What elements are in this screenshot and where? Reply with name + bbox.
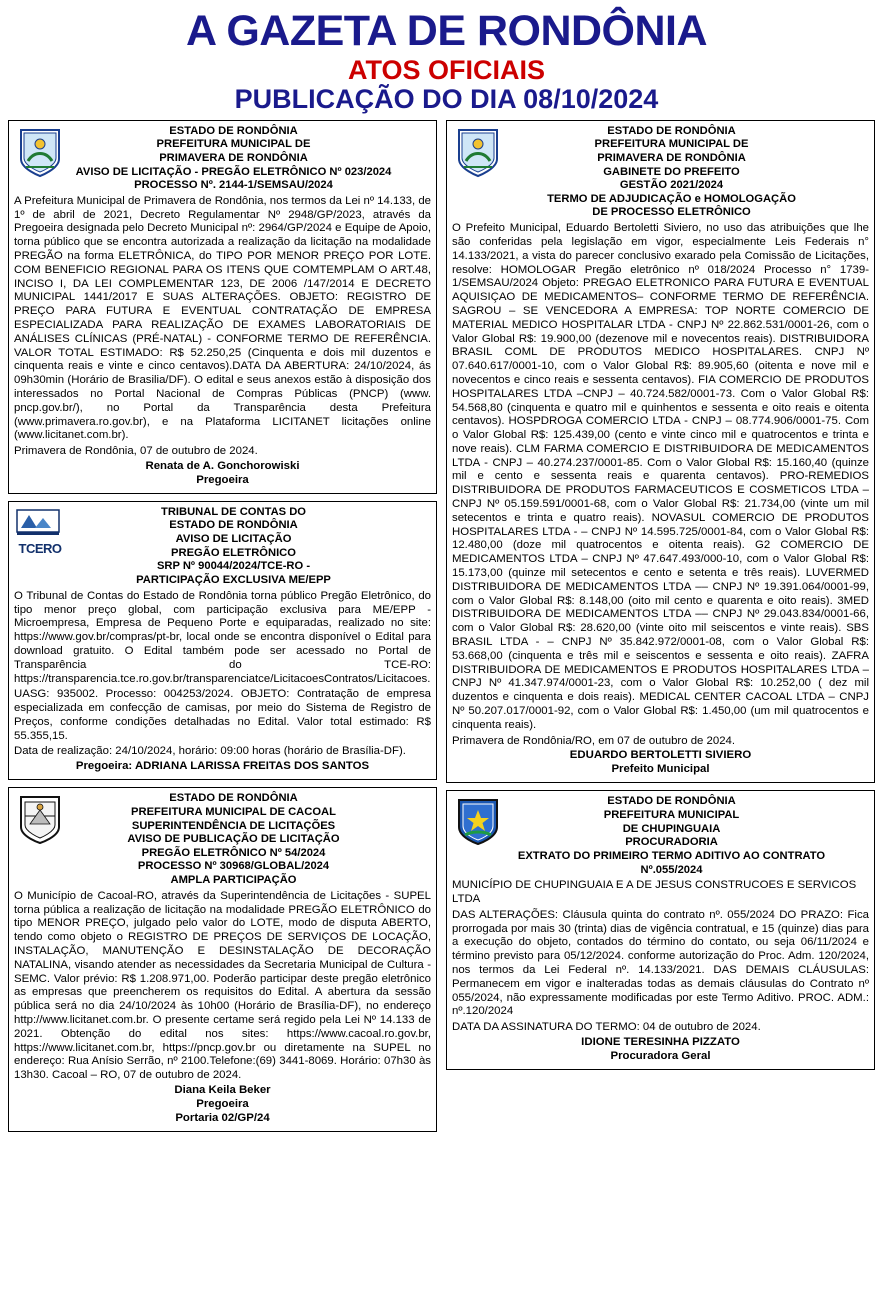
notice-signature [452, 1036, 869, 1064]
notice-header [14, 506, 431, 588]
left-column [8, 120, 437, 1132]
notice-headings [508, 125, 869, 221]
heading-line: AMPLA PARTICIPAÇÃO [170, 874, 297, 887]
heading-line: PREGÃO ELETRÔNICO Nº 54/2024 [141, 846, 326, 859]
heading-line: DE CHUPINGUAIA [622, 822, 721, 835]
notice-body-3: Data de realização: 24/10/2024, horário: 09:00 horas (horário de Brasília-DF). [14, 745, 406, 758]
heading-line: ESTADO DE RONDÔNIA [169, 124, 298, 137]
signature-name: Diana Keila Beker [174, 1083, 271, 1096]
heading-line: AVISO DE LICITAÇÃO - PREGÃO ELETRÔNICO Nº 023/2024 [75, 165, 392, 178]
brasao-chupinguaia-icon [452, 795, 504, 847]
notice-primavera-pregao-023 [8, 120, 437, 494]
heading-line: SRP Nº 90044/2024/TCE-RO - [156, 560, 311, 573]
notice-body-2: UASG: 935002. Processo: 004253/2024. OBJETO: Contratação de empresa especializada em confecção de camisas, por meio do Sistema de Registro de Preços, conforme condições detalhadas no Edital. Valor total estimado: R$ 55.355,15. [14, 688, 431, 742]
notice-signature [14, 1084, 431, 1126]
notice-headings [508, 795, 869, 877]
notice-body-2: DAS ALTERAÇÕES: Cláusula quinta do contrato nº. 055/2024 DO PRAZO: Fica prorrogada por mais 30 (trinta) dias de vigência contratual, e 15 (quinze) dias para a execução do objeto, contados do término do contato, ou seja 06/11/2024 e término previsto para 05/12/2024. conforme autorização do Proc. Adm. 120/2024, nos termos da Lei Federal nº. 14.133/2021. DAS DEMAIS CLÁUSULAS: Permanecem em vigor e inalteradas todas as demais cláusulas do Contrato nº 055/2024, não expressamente modificadas por este Termo Aditivo. PROC. ADM.: nº.120/2024 [452, 908, 869, 1018]
heading-line: PROCESSO Nº 30968/GLOBAL/2024 [137, 860, 330, 873]
notice-body: O Prefeito Municipal, Eduardo Bertoletti Siviero, no uso das atribuições que lhe são conferidas pela legislação em vigor, especialmente Leis Federais n° 14.133/2021, a vista do parecer conclusivo exarado pela Comissão de Licitações, resolve: HOMOLOGAR Pregão eletrônico nº 018/2024 Processo n° 1739-1/SEMSAU/2024 Objeto: PREGAO ELETRONICO PARA FUTURA E EVENTUAL AQUISIÇAO DE MEDICAMENTOS– CONFORME TERMO DE REFERÊNCIA. SAGROU – SE VENCEDORA A EMPRESA: TOP NORTE COMERCIO DE MATERIAL MEDICO HOSPITALAR LTDA - CNPJ Nº 22.862.531/0001-26, com o Valor Global R$: 19.900,00 (dezenove mil e novecentos reais). DISTRIBUIDORA BRASIL COML DE PRODUTOS MEDICO HOSPITALARES. CNPJ Nº 07.640.617/0001-10, com o Valor Global R$: 89.905,60 (oitenta e nove mil e novecentos e cinco reais e sessenta centavos). FIA COMERCIO DE PRODUTOS HOSPITALARES LTDA –CNPJ – 40.724.582/0001-73. Com o Valor Global R$: 54.568,80 (cinquenta e quatro mil e quinhentos e sessenta e oito reais e oitenta centavos). HOSPDROGA COMERCIO LTDA - CNPJ – 08.774.906/0001-75. Com o Valor Global R$: 125.439,00 (cento e vinte cinco mil e quatrocentos e trinta e nove reais). CLM FARMA COMERCIO E DISTRIBUIDORA DE MEDICAMENTOS LTDA - CNPJ – 40.274.237/0001-85. Com o Valor Global R$: 15.160,40 (quinze mil e cento e sessenta reais e quarenta centavos). PRO-REMEDIOS DISTRIBUIDORA DE PRODUTOS FARMACEUTICOS E COSMETICOS LTDA – CNPJ Nº 05.159.591/0001-68, com o Valor Global R$: 21.734,00 (vinte um mil setecentos e trinta e quatro reais). NOVASUL COMERCIO DE PRODUTOS HOSPITALARES LTDA - – CNPJ Nº 14.595.725/0001-84, com o Valor Global R$: 12.480,00 (doze mil quatrocentos e oitenta reais). G2 COMERCIO DE MEDICAMENTOS LTDA – CNPJ Nº 47.647.493/000-10, com o Valor Global R$: 15.173,00 (quinze mil setecentos e cento e setenta e três reais). LUVERMED DISTRIBUIDORA DE MEDICAMENTOS LTDA –– CNPJ Nº 19.391.064/0001-99, com o Valor Global R$: 8.148,00 (oito mil cento e quarenta e oito reais). 3MED DISTRIBUIDORA DE MEDICAMENTOS LTDA –– CNPJ Nº 29.043.834/0001-66, com o Valor Global R$: 28.620,00 (vinte oito mil seiscentos e vinte reais). SBS BRASIL LTDA - – CNPJ Nº 35.842.972/0001-08, com o Valor Global R$: 53.668,00 (cinquenta e três mil e seiscentos e sessenta e oito reais). ZAFRA DISTRIBUIDORA DE MEDICAMENTOS E PRODUTOS HOSPITALARES LTDA – CNPJ Nº 41.347.974/0001-23, com o Valor Global R$: 10.252,00 ( dez mil duzentos e cinquenta e dois reais). MEDICAL CENTER CACOAL LTDA – CNPJ Nº 50.207.017/0001-92, com o Valor Global R$: 1.450,00 (um mil quatrocentos e cinquenta reais). [452, 222, 869, 731]
heading-line: EXTRATO DO PRIMEIRO TERMO ADITIVO AO CONTRATO [517, 849, 826, 862]
notice-body-after: Primavera de Rondônia, 07 de outubro de 2024. [14, 445, 258, 458]
notice-body-3: DATA DA ASSINATURA DO TERMO: 04 de outubro de 2024. [452, 1021, 761, 1034]
heading-line: PRIMAVERA DE RONDÔNIA [159, 151, 308, 164]
notice-headings [70, 506, 431, 588]
heading-line: PROCURADORIA [625, 836, 718, 849]
heading-line: PREGÃO ELETRÔNICO [171, 546, 296, 559]
heading-line: AVISO DE PUBLICAÇÃO DE LICITAÇÃO [127, 833, 340, 846]
brasao-primavera-de-rondonia-icon [452, 125, 504, 179]
logo-tcero-icon [14, 506, 66, 555]
brasao-cacoal-icon [14, 792, 66, 846]
notice-cacoal-pregao-54 [8, 787, 437, 1131]
right-column [446, 120, 875, 1070]
signature-role: Pregoeira [196, 1097, 249, 1110]
heading-line: PARTICIPAÇÃO EXCLUSIVA ME/EPP [136, 574, 331, 587]
notice-body: A Prefeitura Municipal de Primavera de Rondônia, nos termos da Lei nº 14.133, de 1º de abril de 2021, Decreto Regulamentar Nº 2948/GP/2023, através da Pregoeira designada pelo Decreto Municipal nº: 2964/GP/2024 e Equipe de Apoio, torna público que se encontra autorizada a realização da licitação na modalidade PREGÃO na forma ELETRÔNICA, do TIPO POR MENOR PREÇO POR LOTE. COM BENEFICIO REGIONAL PARA OS ITENS QUE COMTEMPLAM O ART.48, INCISO I, DA LEI COMPLEMENTAR 123, DE 2006 /147/2014 E DECRETO MUNICIPAL 1441/2017 E SUAS ALTERAÇÕES. OBJETO: REGISTRO DE PREÇO PARA FUTURA E EVENTUAL CONTRATAÇÃO DE EMPRESA ESPECIALIZADA PARA REALIZAÇÃO DE EXAMES LABORATORIAIS DE ANÁLISES CLÍNICAS (PRÉ-NATAL) - CONFORME TERMO DE REFERÊNCIA. VALOR TOTAL ESTIMADO: R$ 52.250,25 (Cinquenta e dois mil duzentos e cinquenta reais e vinte e cinco centavos).DATA DA ABERTURA: 24/10/2024, ás 09h30min (Horário de Brasilia/DF). O edital e seus anexos estão à disposição dos interessados no Portal Nacional de Compras Públicas (PNCP) (www. pncp.gov.br/), no Portal da Transparência desta Prefeitura (www.primavera.ro.gov.br), e na Plataforma LICITANET licitações online (www.licitanet.com.br). [14, 194, 431, 442]
heading-line: ESTADO DE RONDÔNIA [169, 792, 298, 805]
notice-headings [70, 792, 431, 888]
masthead-title: A GAZETA DE RONDÔNIA [185, 7, 708, 55]
signature-name: Renata de A. Gonchorowiski [145, 459, 300, 472]
heading-line: TERMO DE ADJUDICAÇÃO e HOMOLOGAÇÃO [547, 192, 796, 205]
notice-header [14, 125, 431, 193]
heading-line: AVISO DE LICITAÇÃO [175, 533, 292, 546]
notice-signature [14, 760, 431, 774]
heading-line: ESTADO DE RONDÔNIA [607, 795, 736, 808]
notice-body-after: Primavera de Rondônia/RO, em 07 de outubro de 2024. [452, 734, 736, 747]
heading-line: ESTADO DE RONDÔNIA [169, 519, 298, 532]
notice-tce-ro-pregao-90044 [8, 501, 437, 780]
brasao-primavera-de-rondonia-icon [14, 125, 66, 179]
heading-line: PREFEITURA MUNICIPAL DE [156, 138, 311, 151]
heading-line: PREFEITURA MUNICIPAL DE CACOAL [131, 805, 336, 818]
masthead-subtitle: ATOS OFICIAIS [347, 54, 545, 85]
signature-name: Pregoeira: ADRIANA LARISSA FREITAS DOS SANTOS [75, 760, 370, 773]
signature-extra: Portaria 02/GP/24 [175, 1111, 270, 1124]
notice-header [452, 795, 869, 877]
heading-line: PRIMAVERA DE RONDÔNIA [597, 151, 746, 164]
signature-name: EDUARDO BERTOLETTI SIVIERO [569, 749, 752, 762]
heading-line: GABINETE DO PREFEITO [603, 165, 740, 178]
heading-line: DE PROCESSO ELETRÔNICO [592, 206, 751, 219]
notice-body: MUNICÍPIO DE CHUPINGUAIA E A DE JESUS CONSTRUCOES E SERVICOS LTDA [452, 879, 857, 905]
heading-line: PROCESSO Nº. 2144-1/SEMSAU/2024 [134, 179, 333, 192]
tcero-wordmark: TCERO [18, 540, 62, 556]
signature-role: Pregoeira [196, 473, 249, 486]
heading-line: TRIBUNAL DE CONTAS DO [160, 505, 307, 518]
notice-primavera-homologacao [446, 120, 875, 784]
heading-line: ESTADO DE RONDÔNIA [607, 124, 736, 137]
heading-line: PREFEITURA MUNICIPAL [603, 808, 740, 821]
signature-role: Prefeito Municipal [611, 763, 710, 776]
heading-line: PREFEITURA MUNICIPAL DE [594, 138, 749, 151]
notice-header [452, 125, 869, 221]
notice-headings [70, 125, 431, 193]
notice-header [14, 792, 431, 888]
signature-role: Procuradora Geral [610, 1049, 711, 1062]
columns-container [8, 120, 885, 1132]
heading-line: Nº.055/2024 [640, 863, 703, 876]
heading-line: GESTÃO 2021/2024 [619, 179, 724, 192]
notice-chupinguaia-termo-aditivo [446, 790, 875, 1070]
notice-signature [14, 460, 431, 488]
notice-signature [452, 749, 869, 777]
masthead-date: PUBLICAÇÃO DO DIA 08/10/2024 [234, 84, 659, 115]
masthead [8, 7, 885, 115]
signature-name: IDIONE TERESINHA PIZZATO [581, 1035, 740, 1048]
notice-body: O Tribunal de Contas do Estado de Rondônia torna público Pregão Eletrônico, do tipo menor preço global, com participação exclusiva para ME/EPP - Microempresa, Empresa de Pequeno Porte e equiparadas, realizado no site: https://www.gov.br/compras/pt-br, local onde se encontra disponível o Edital para download gratuito. O Edital também pode ser acessado no Portal de Transparência do TCE-RO: https://transparencia.tce.ro.gov.br/transparenciatce/LicitacoesContratos/Licitacoes. [14, 589, 431, 685]
notice-body: O Município de Cacoal-RO, através da Superintendência de Licitações - SUPEL torna pública a realização de licitação na modalidade PREGÃO ELETRÔNICO do tipo MENOR PREÇO, julgado pelo valor do LOTE, modo de disputa ABERTO, tendo como objeto o REGISTRO DE PREÇOS DE SERVIÇOS DE LOCAÇÃO, INSTALAÇÃO, MANUTENÇÃO E DESINSTALAÇÃO DE DECORAÇÃO NATALINA, visando atender as necessidades da Secretaria Municipal de Cultura - SEMC. Valor prévio: R$ 1.208.971,00. Poderão participar deste pregão eletrônico as empresas que preencherem os requisitos do Edital. A abertura da sessão pública será no dia 24/10/2024 às 10h00 (Horário de Brasília-DF), no endereço http://www.licitanet.com.br. O presente certame será regido pela Lei Nº 14.133 de 2021. Obtenção do edital nos sites: https://www.cacoal.ro.gov.br, https://www.licitanet.com.br, https://pncp.gov.br ou diretamente na SUPEL no endereço: Rua Anísio Serrão, nº 2100.Telefone:(69) 3441-8069. Horário: 07h30 às 13h30. Cacoal – RO, 07 de outubro de 2024. [14, 889, 431, 1082]
heading-line: SUPERINTENDÊNCIA DE LICITAÇÕES [131, 819, 336, 832]
